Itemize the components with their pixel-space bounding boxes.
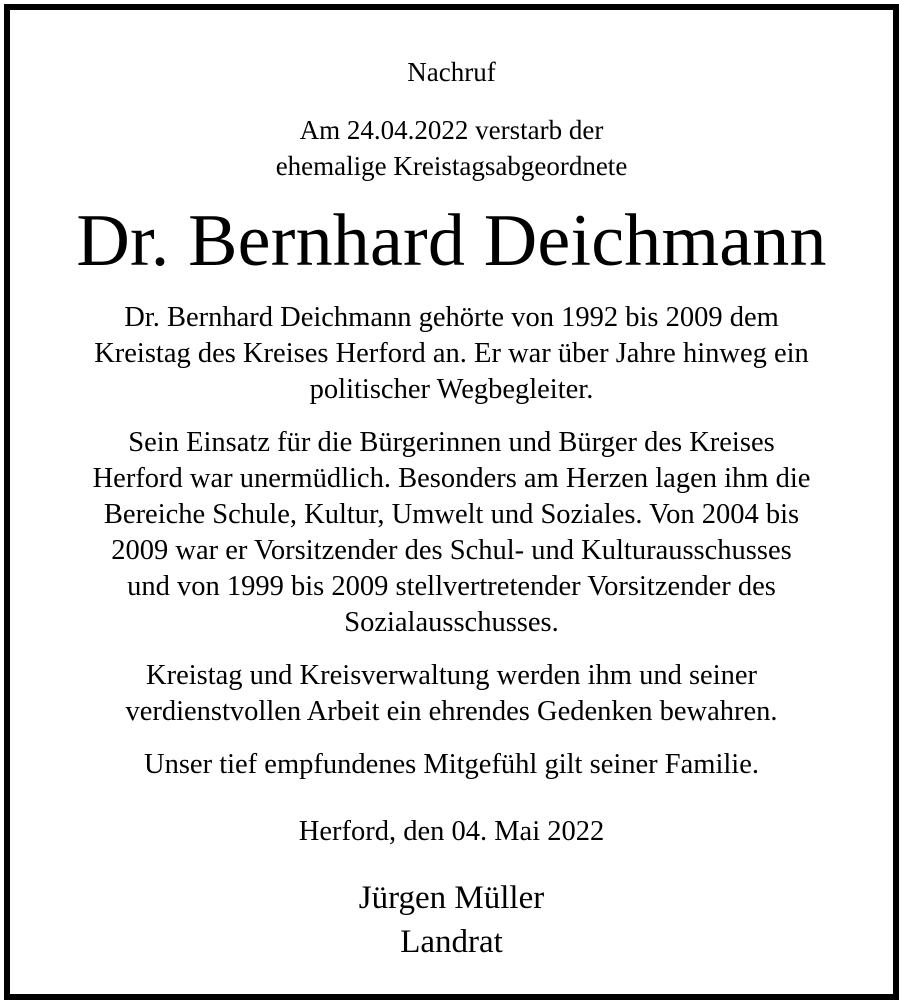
paragraph-2-line: und von 1999 bis 2009 stellvertretender Vorsitzender des xyxy=(127,571,776,602)
condolence-line: Unser tief empfundenes Mitgefühl gilt seiner Familie. xyxy=(144,749,759,780)
deceased-name xyxy=(10,199,893,283)
paragraph-1-line: Dr. Bernhard Deichmann gehörte von 1992 bis 2009 dem xyxy=(124,302,779,333)
paragraph-1-line: politischer Wegbegleiter. xyxy=(309,374,594,405)
paragraph-3 xyxy=(10,658,893,730)
obituary-frame xyxy=(4,4,899,1000)
signature-title: Landrat xyxy=(400,924,503,960)
paragraph-3-line: Kreistag und Kreisverwaltung werden ihm und seiner xyxy=(146,660,757,691)
paragraph-2-line: Sein Einsatz für die Bürgerinnen und Bürger des Kreises xyxy=(128,427,775,458)
paragraph-4 xyxy=(10,747,893,783)
paragraph-2-line: Bereiche Schule, Kultur, Umwelt und Soziales. Von 2004 bis xyxy=(103,499,800,530)
heading-text: Nachruf xyxy=(407,57,496,87)
signature-name: Jürgen Müller xyxy=(358,880,545,916)
paragraph-1 xyxy=(10,300,893,408)
paragraph-2-line: Herford war unermüdlich. Besonders am Herzen lagen ihm die xyxy=(92,463,811,494)
intro-line-2: ehemalige Kreistagsabgeordnete xyxy=(275,151,628,181)
intro-line-1: Am 24.04.2022 verstarb der xyxy=(299,115,604,145)
intro xyxy=(10,112,893,184)
signature xyxy=(10,876,893,964)
paragraph-2-line: 2009 war er Vorsitzender des Schul- und Kulturausschusses xyxy=(111,535,792,566)
deceased-name-text: Dr. Bernhard Deichmann xyxy=(76,200,827,282)
paragraph-3-line: verdienstvollen Arbeit ein ehrendes Gedenken bewahren. xyxy=(125,696,778,727)
paragraph-2 xyxy=(10,425,893,641)
paragraph-1-line: Kreistag des Kreises Herford an. Er war über Jahre hinweg ein xyxy=(94,338,809,369)
heading xyxy=(10,54,893,90)
place-date xyxy=(10,814,893,850)
place-date-text: Herford, den 04. Mai 2022 xyxy=(298,816,605,847)
paragraph-2-line: Sozialausschusses. xyxy=(344,607,559,638)
